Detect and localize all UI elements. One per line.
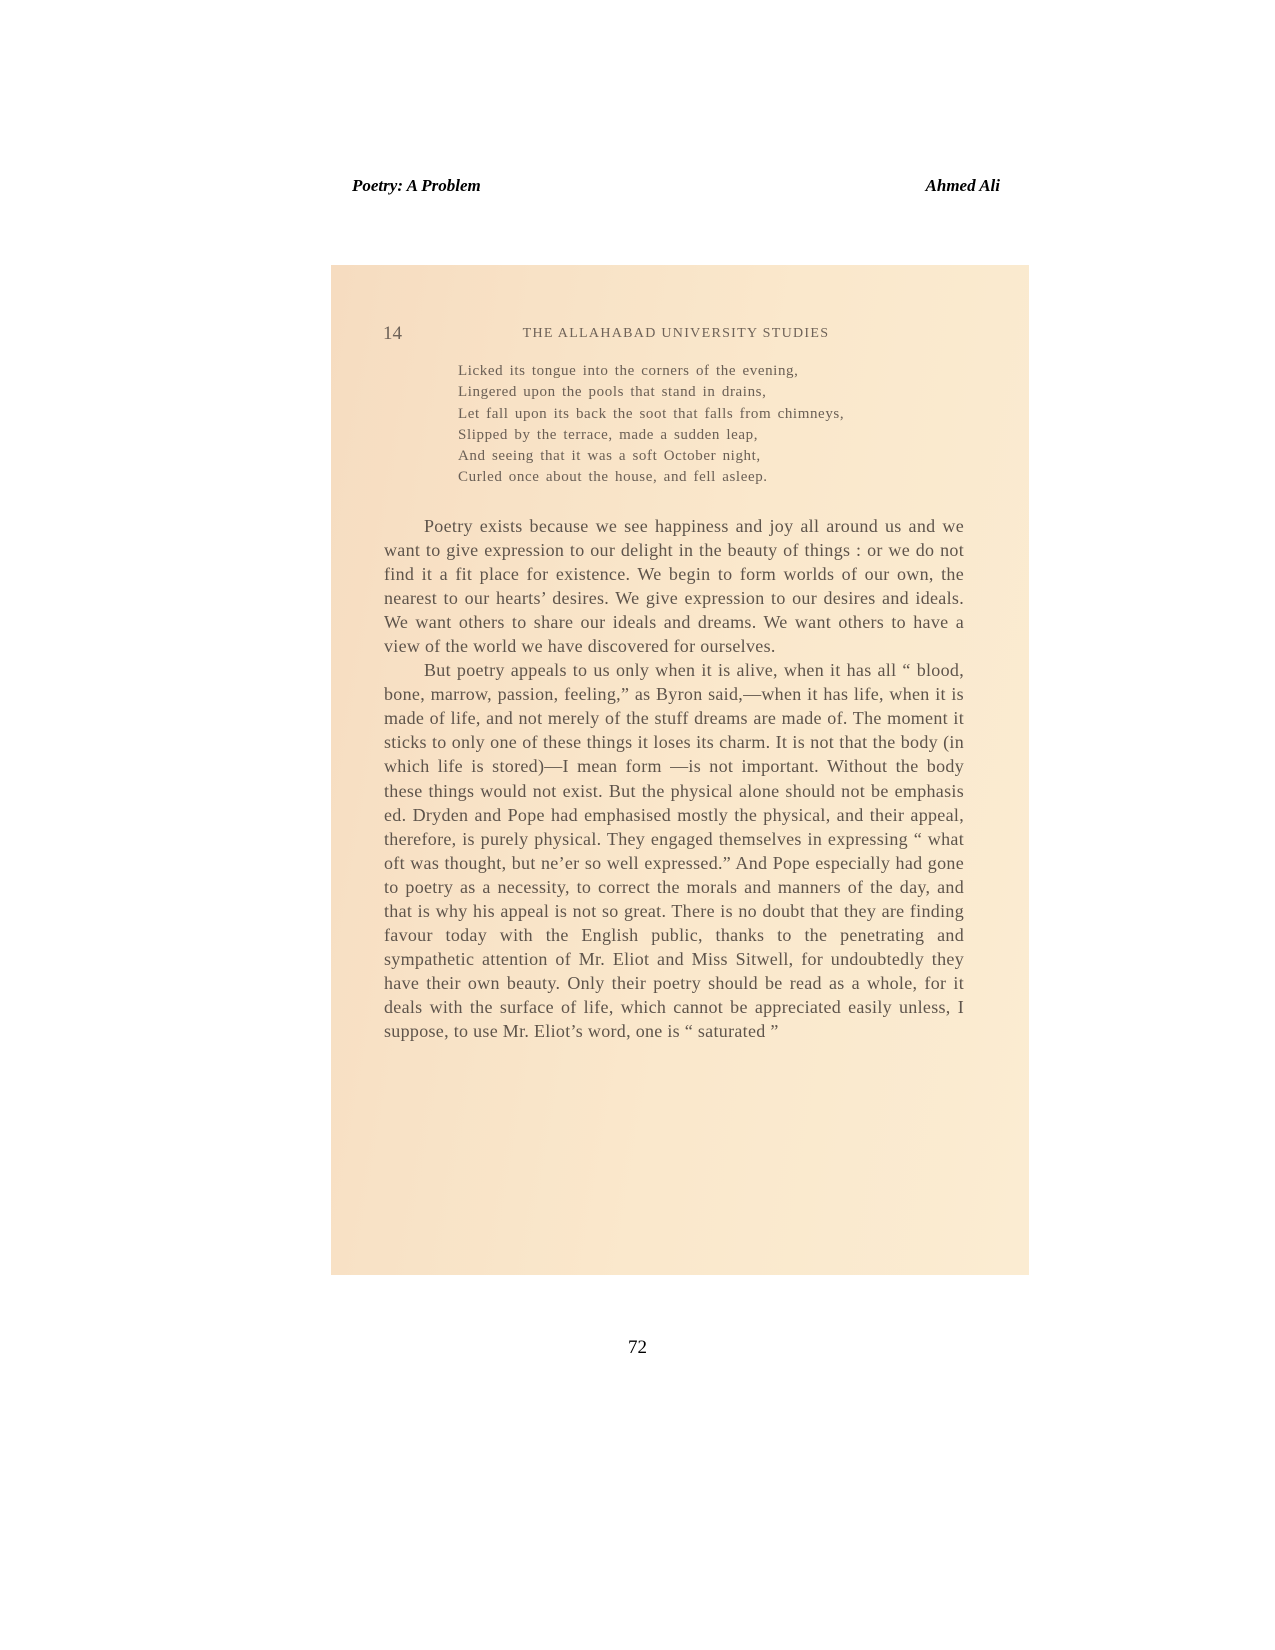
poem-line: And seeing that it was a soft October night, — [458, 448, 761, 465]
poem-line: Slipped by the terrace, made a sudden leap, — [458, 426, 759, 443]
poem-line: Curled once about the house, and fell asleep. — [458, 469, 768, 486]
body-text — [384, 514, 964, 1043]
running-header-author: Ahmed Ali — [925, 176, 1000, 195]
page-number: 72 — [628, 1337, 647, 1358]
running-header-title: Poetry: A Problem — [352, 176, 481, 195]
scan-header — [383, 323, 969, 347]
poem-quote — [458, 361, 1009, 489]
scan-page-number: 14 — [383, 323, 402, 344]
poem-line: Lingered upon the pools that stand in drains, — [458, 384, 767, 401]
paragraph: Poetry exists because we see happiness and joy all around us and we want to give expression to our delight in the beauty of things : or we do not find it a fit place for existence. We begin to form worlds of our own, the nearest to our hearts’ desires. We give expression to our desires and ideals. We want others to share our ideals and dreams. We want others to have a view of the world we have discovered for ourselves. — [384, 516, 964, 657]
scan-running-title: THE ALLAHABAD UNIVERSITY STUDIES — [522, 326, 830, 341]
paragraph: But poetry appeals to us only when it is alive, when it has all “ blood, bone, marrow, passion, feeling,” as Byron said,—when it has life, when it is made of life, and not merely of the stuff dreams are made of. The moment it sticks to only one of these things it loses its charm. It is not that the body (in which life is stored)—I mean form —is not important. Without the body these things would not exist. But the physical alone should not be emphasis ed. Dryden and Pope had emphasised mostly the physical, and their appeal, therefore, is purely physical. They engaged themselves in expressing “ what oft was thought, but ne’er so well expressed.” And Pope especially had gone to poetry as a necessity, to correct the morals and manners of the day, and that is why his appeal is not so great. There is no doubt that they are finding favour today with the English public, thanks to the penetrating and sympathetic attention of Mr. Eliot and Miss Sitwell, for undoubtedly they have their own beauty. Only their poetry should be read as a whole, for it deals with the surface of life, which cannot be appreciated easily unless, I suppose, to use Mr. Eliot’s word, one is “ saturated ” — [384, 660, 964, 1041]
poem-line: Let fall upon its back the soot that falls from chimneys, — [458, 405, 845, 422]
scanned-page — [331, 265, 1029, 1275]
poem-line: Licked its tongue into the corners of the evening, — [458, 363, 799, 379]
